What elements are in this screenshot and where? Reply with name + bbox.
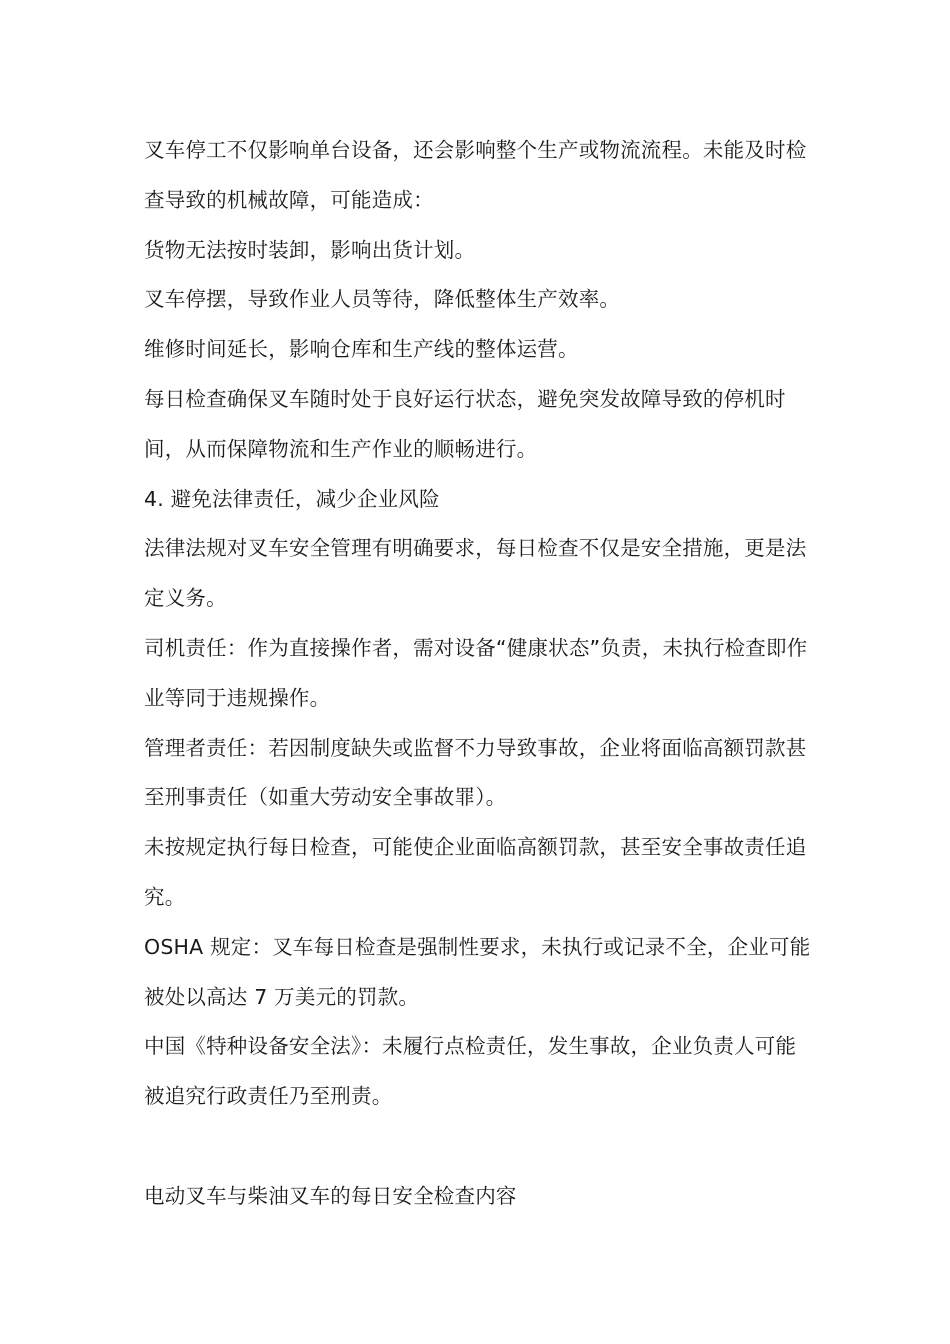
paragraph-driver-responsibility: 司机责任：作为直接操作者，需对设备“健康状态”负责，未执行检查即作业等同于违规操作。 [144,635,808,710]
section-title-legal-liability: 4. 避免法律责任，减少企业风险 [144,486,440,511]
blank-line [144,1122,814,1172]
paragraph-manager-responsibility: 管理者责任：若因制度缺失或监督不力导致事故，企业将面临高额罚款甚至刑事责任（如重大劳动安全事故罪）。 [144,735,807,810]
paragraph-osha-rule: OSHA 规定：叉车每日检查是强制性要求，未执行或记录不全，企业可能被处以高达 7 万美元的罚款。 [144,934,811,1009]
paragraph-downtime-impact: 叉车停工不仅影响单台设备，还会影响整个生产或物流流程。未能及时检查导致的机械故障，可能造成： [144,138,807,212]
document-body [144,126,814,1222]
paragraph-china-law: 中国《特种设备安全法》：未履行点检责任，发生事故，企业负责人可能被追究行政责任乃至刑责。 [144,1034,797,1109]
list-item-loading-delay: 货物无法按时装卸，影响出货计划。 [144,237,476,262]
paragraph-penalty-risk: 未按规定执行每日检查，可能使企业面临高额罚款，甚至安全事故责任追究。 [144,835,807,909]
list-item-repair-time: 维修时间延长，影响仓库和生产线的整体运营。 [144,337,579,362]
paragraph-daily-check-benefit: 每日检查确保叉车随时处于良好运行状态，避免突发故障导致的停机时间，从而保障物流和生产作业的顺畅进行。 [144,386,786,461]
paragraph-legal-requirements: 法律法规对叉车安全管理有明确要求，每日检查不仅是安全措施，更是法定义务。 [144,536,807,611]
list-item-forklift-stop: 叉车停摆，导致作业人员等待，降低整体生产效率。 [144,287,621,312]
section-heading-daily-inspection: 电动叉车与柴油叉车的每日安全检查内容 [144,1183,517,1208]
